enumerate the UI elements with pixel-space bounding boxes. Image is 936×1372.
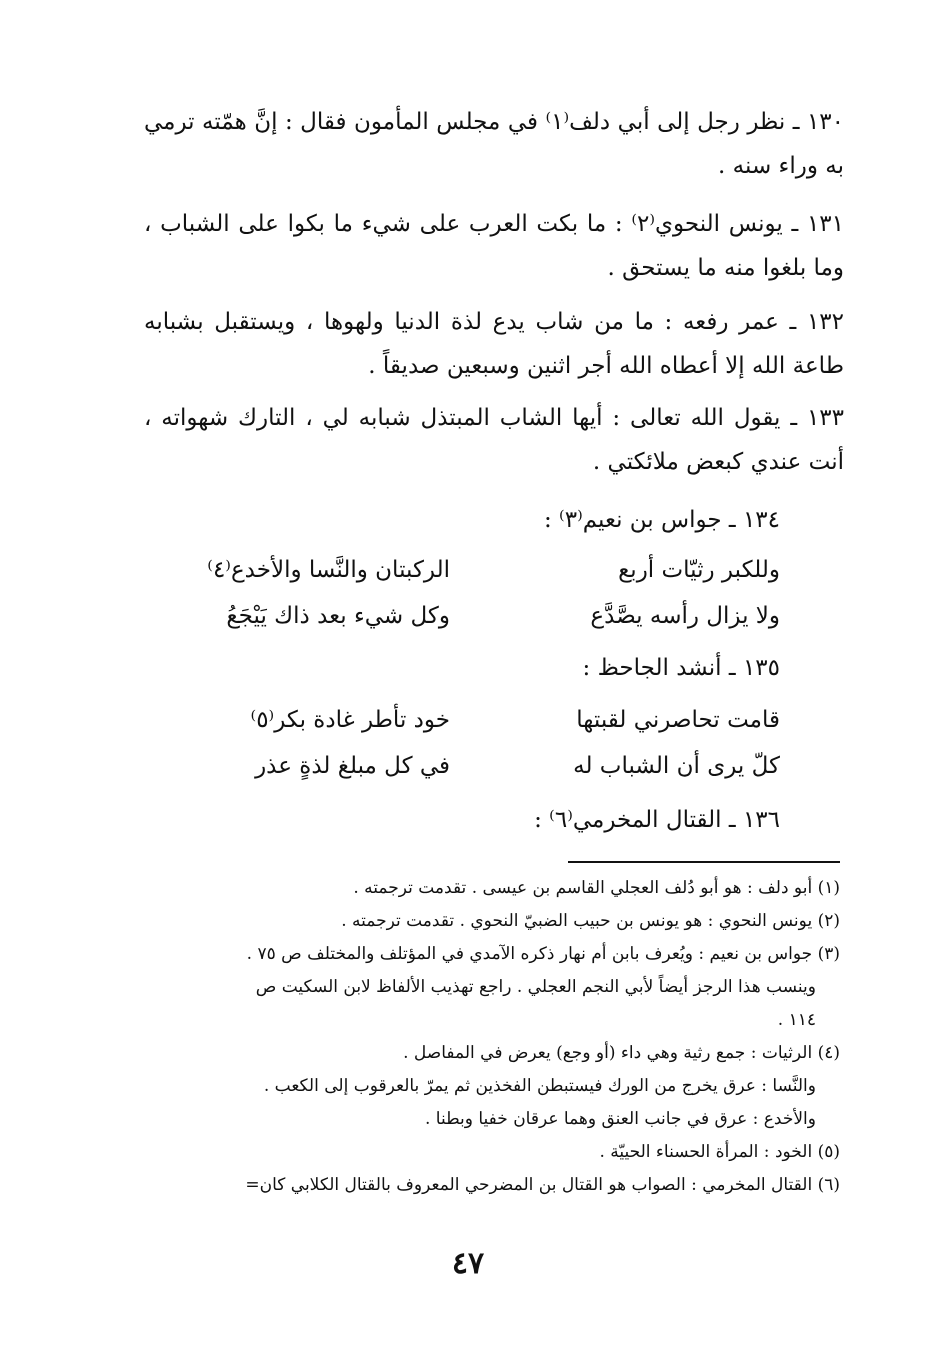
verse-line [180, 550, 780, 590]
footnote-continuation: والأخدع : عرق في جانب العنق وهما عرقان خفيا وبطنا . [424, 1109, 816, 1129]
footnote: (٥) الخود : المرأة الحسناء الحييّة . [599, 1142, 840, 1162]
verse-second-hemistich: خود تأطر غادة بكر⁽٥⁾ [250, 707, 450, 733]
verse-second-hemistich: في كل مبلغ لذةٍ عذر [255, 753, 450, 779]
verse-line [180, 596, 780, 636]
footnote: (٣) جواس بن نعيم : ويُعرف بابن أم نهار ذكره الآمدي في المؤتلف والمختلف ص ٧٥ . [246, 944, 840, 964]
footnote: (٢) يونس النحوي : هو يونس بن حبيب الضبيّ النحوي . تقدمت ترجمته . [341, 911, 840, 931]
footnote-continuation: ١١٤ . [777, 1010, 816, 1030]
poem-heading-135: ١٣٥ ـ أنشد الجاحظ : [582, 655, 780, 681]
poem-heading-136: ١٣٦ ـ القتال المخرمي⁽٦⁾ : [534, 807, 780, 833]
entry-text: ١٣٢ ـ عمر رفعه : ما من شاب يدع لذة الدنيا ولهوها ، ويستقبل بشبابه طاعة الله إلا أعطاه الله أجر اثنين وسبعين صديقاً . [144, 309, 844, 379]
verse-line [180, 746, 780, 786]
poem-heading-134: ١٣٤ ـ جواس بن نعيم⁽٣⁾ : [544, 507, 780, 533]
entry-133 [144, 396, 844, 484]
footnote: (١) أبو دلف : هو أبو دُلف العجلي القاسم بن عيسى . تقدمت ترجمته . [353, 878, 840, 898]
footnotes [120, 872, 840, 1202]
verse-first-hemistich: ولا يزال رأسه يصَّدَّع [590, 603, 780, 629]
footnote-divider [568, 861, 840, 863]
entry-text: ١٣١ ـ يونس النحوي⁽٢⁾ : ما بكت العرب على شيء ما بكوا على الشباب ، وما بلغوا منه ما يستحق . [144, 211, 844, 281]
verse-first-hemistich: وللكبر رثيّات أربع [618, 557, 780, 583]
footnote-continuation: وينسب هذا الرجز أيضاً لأبي النجم العجلي . راجع تهذيب الألفاظ لابن السكيت ص [255, 977, 816, 997]
verse-first-hemistich: كلّ يرى أن الشباب له [573, 753, 780, 779]
entry-130 [144, 100, 844, 188]
entry-text: ١٣٣ ـ يقول الله تعالى : أيها الشاب المبتذل شبابه لي ، التارك شهواته ، أنت عندي كبعض ملائكتي . [144, 405, 844, 475]
page-number: ٤٧ [451, 1246, 485, 1281]
verse-second-hemistich: وكل شيء بعد ذاك يَيْجَعُ [226, 603, 450, 629]
entry-131 [144, 202, 844, 290]
footnote: (٤) الرثيات : جمع رثية وهي داء (أو وجع) يعرض في المفاصل . [403, 1043, 840, 1063]
entry-132 [144, 300, 844, 388]
verse-line [180, 700, 780, 740]
entry-text: ١٣٠ ـ نظر رجل إلى أبي دلف⁽١⁾ في مجلس المأمون فقال : إنَّ همّته ترمي به وراء سنه . [144, 109, 845, 179]
verse-second-hemistich: الركبتان والنَّسا والأخدع⁽٤⁾ [207, 557, 450, 583]
footnote-continuation: والنَّسا : عرق يخرج من الورك فيستبطن الفخذين ثم يمرّ بالعرقوب إلى الكعب . [263, 1076, 816, 1096]
verse-first-hemistich: قامت تحاصرني لقبتها [576, 707, 780, 733]
footnote: (٦) القتال المخرمي : الصواب هو القتال بن المضرحي المعروف بالقتال الكلابي كان= [245, 1175, 840, 1195]
